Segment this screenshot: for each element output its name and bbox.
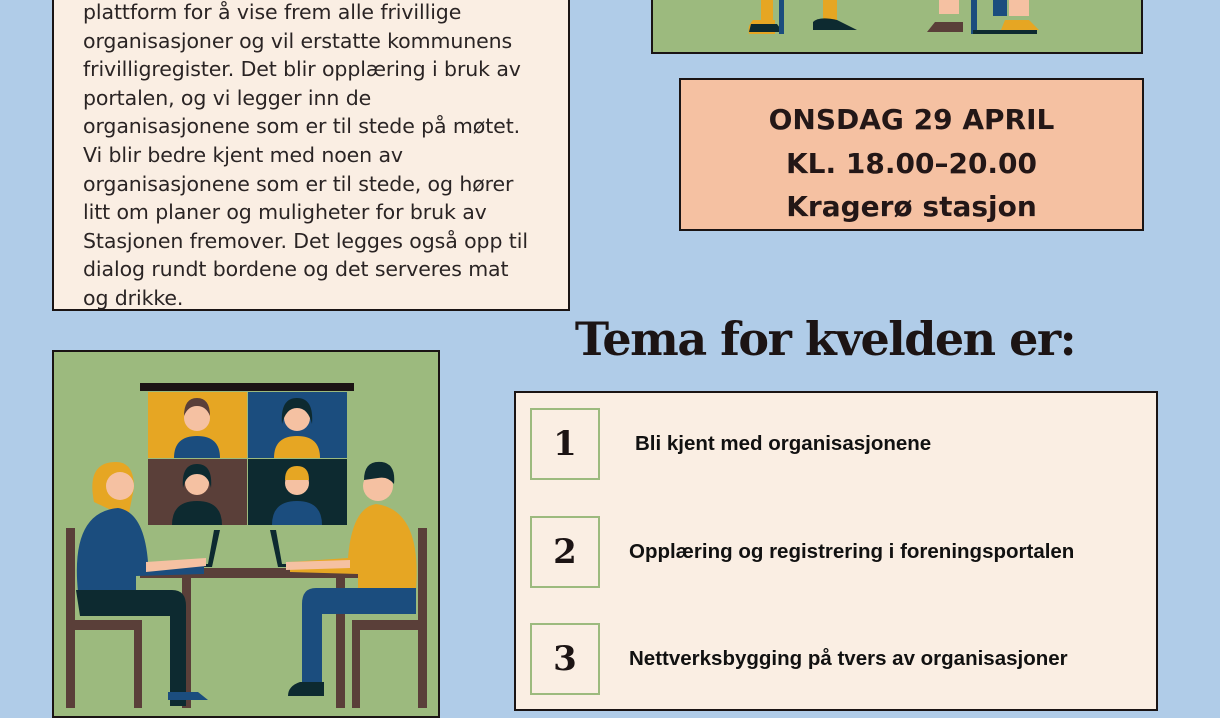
topics-panel	[514, 391, 1158, 711]
intro-line: organisasjoner og vil erstatte kommunens	[83, 28, 513, 53]
topic-number: 3	[530, 623, 600, 695]
intro-line: Vi blir bedre kjent med noen av	[83, 142, 403, 167]
topic-label: Opplæring og registrering i foreningsportalen	[629, 540, 1075, 563]
intro-line: Stasjonen fremover. Det legges også opp til	[83, 228, 528, 253]
event-date: ONSDAG 29 APRIL	[768, 103, 1055, 136]
topics-title: Tema for kvelden er:	[574, 312, 1076, 366]
meeting-illustration	[52, 350, 440, 718]
top-illustration	[651, 0, 1143, 54]
intro-line: frivilligregister. Det blir opplæring i bruk av	[83, 57, 521, 82]
intro-line: litt om planer og muligheter for bruk av	[83, 200, 487, 225]
topic-number: 1	[530, 408, 600, 480]
topic-label: Bli kjent med organisasjonene	[635, 432, 932, 455]
event-info-box	[679, 78, 1144, 231]
feet-illustration	[653, 0, 1141, 52]
intro-panel	[52, 0, 570, 311]
intro-line: dialog rundt bordene og det serveres mat	[83, 257, 509, 282]
topic-label: Nettverksbygging på tvers av organisasjoner	[629, 647, 1068, 670]
intro-line: portalen, og vi legger inn de	[83, 85, 372, 110]
intro-line: og drikke.	[83, 285, 184, 310]
intro-line: organisasjonene som er til stede, og hører	[83, 171, 514, 196]
topic-number: 2	[530, 516, 600, 588]
intro-line: organisasjonene som er til stede på møtet.	[83, 114, 521, 139]
intro-line: plattform for å vise frem alle frivillige	[83, 0, 462, 24]
intro-text	[83, 0, 538, 313]
video-meeting-illustration	[54, 352, 438, 716]
event-location: Kragerø stasjon	[786, 190, 1037, 223]
event-time: KL. 18.00–20.00	[785, 146, 1038, 180]
